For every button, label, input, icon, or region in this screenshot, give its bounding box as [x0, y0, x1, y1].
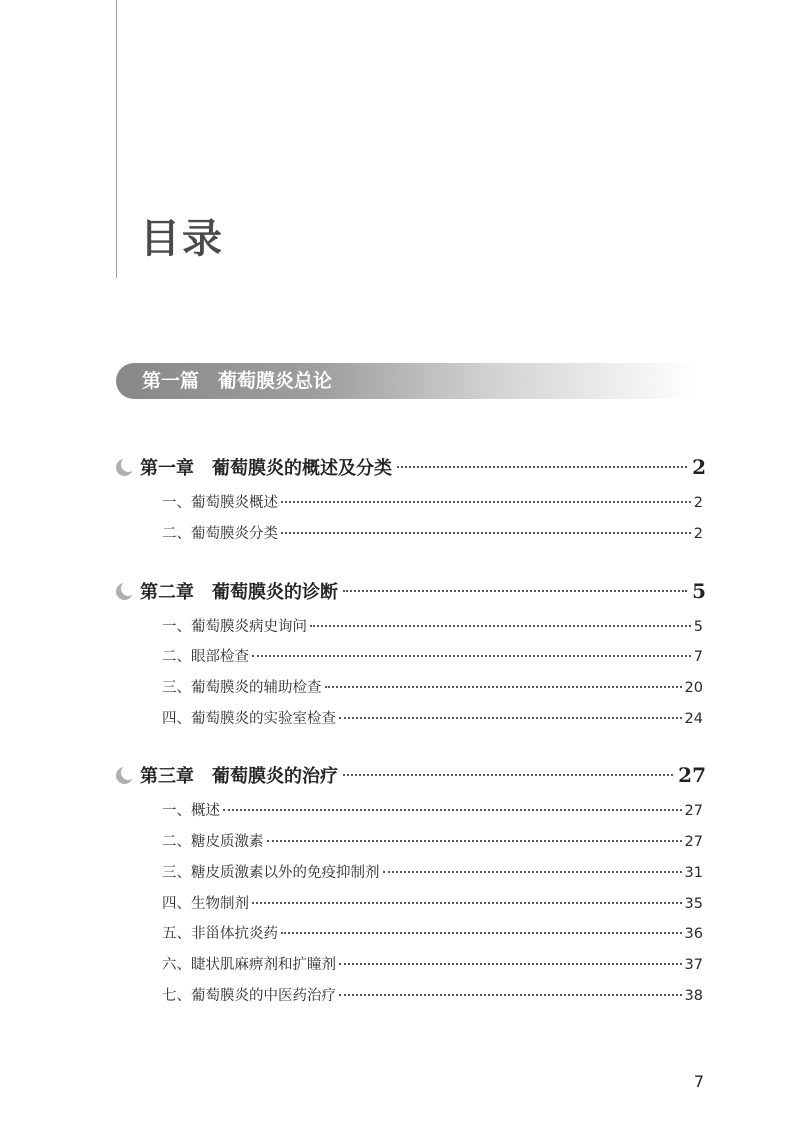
section-entry[interactable] — [162, 954, 703, 976]
dot-leader — [339, 963, 682, 965]
section-page-number: 20 — [684, 680, 703, 696]
section-page-number: 2 — [693, 495, 703, 511]
dot-leader — [267, 840, 682, 842]
section-entry[interactable] — [162, 616, 703, 638]
section-entry[interactable] — [162, 800, 703, 822]
section-page-number: 38 — [684, 988, 703, 1004]
chapter-page-number: 2 — [692, 455, 706, 479]
section-page-number: 24 — [684, 711, 703, 727]
dot-leader — [343, 590, 687, 592]
dot-leader — [281, 932, 682, 934]
dot-leader — [397, 466, 687, 468]
crescent-icon — [116, 767, 133, 784]
section-title: 一、葡萄膜炎病史询问 — [162, 619, 307, 635]
part-title: 第一篇 葡萄膜炎总论 — [142, 370, 333, 392]
section-page-number: 27 — [684, 834, 703, 850]
section-entry[interactable] — [162, 862, 703, 884]
section-entry[interactable] — [162, 985, 703, 1007]
chapter-title: 第一章 葡萄膜炎的概述及分类 — [140, 458, 392, 479]
section-title: 二、眼部检查 — [162, 649, 249, 665]
section-title: 三、葡萄膜炎的辅助检查 — [162, 680, 322, 696]
chapter-title: 第二章 葡萄膜炎的诊断 — [140, 582, 338, 603]
page-title: 目录 — [140, 216, 224, 262]
dot-leader — [383, 871, 682, 873]
section-page-number: 7 — [693, 649, 703, 665]
folio-page-number: 7 — [693, 1072, 704, 1091]
part-banner — [116, 363, 696, 399]
section-title: 四、生物制剂 — [162, 896, 249, 912]
section-title: 二、葡萄膜炎分类 — [162, 526, 278, 542]
section-page-number: 27 — [684, 803, 703, 819]
crescent-icon — [116, 583, 133, 600]
section-entry[interactable] — [162, 831, 703, 853]
dot-leader — [281, 532, 691, 534]
crescent-icon — [116, 459, 133, 476]
section-entry[interactable] — [162, 646, 703, 668]
chapter-title: 第三章 葡萄膜炎的治疗 — [140, 766, 338, 787]
section-page-number: 36 — [684, 926, 703, 942]
section-entry[interactable] — [162, 708, 703, 730]
section-entry[interactable] — [162, 492, 703, 514]
dot-leader — [343, 774, 673, 776]
dot-leader — [339, 717, 682, 719]
section-title: 六、睫状肌麻痹剂和扩瞳剂 — [162, 957, 336, 973]
dot-leader — [223, 809, 682, 811]
dot-leader — [310, 625, 691, 627]
section-title: 七、葡萄膜炎的中医药治疗 — [162, 988, 336, 1004]
section-title: 二、糖皮质激素 — [162, 834, 264, 850]
section-title: 一、葡萄膜炎概述 — [162, 495, 278, 511]
dot-leader — [281, 501, 691, 503]
chapter-entry[interactable] — [114, 452, 706, 482]
dot-leader — [252, 655, 691, 657]
section-entry[interactable] — [162, 677, 703, 699]
chapter-entry[interactable] — [114, 760, 706, 790]
section-title: 三、糖皮质激素以外的免疫抑制剂 — [162, 865, 380, 881]
chapter-entry[interactable] — [114, 576, 706, 606]
dot-leader — [325, 686, 682, 688]
section-page-number: 5 — [693, 619, 703, 635]
section-title: 一、概述 — [162, 803, 220, 819]
chapter-page-number: 5 — [692, 579, 706, 603]
section-page-number: 37 — [684, 957, 703, 973]
section-title: 五、非甾体抗炎药 — [162, 926, 278, 942]
section-page-number: 31 — [684, 865, 703, 881]
section-entry[interactable] — [162, 923, 703, 945]
section-title: 四、葡萄膜炎的实验室检查 — [162, 711, 336, 727]
chapter-page-number: 27 — [678, 763, 706, 787]
section-page-number: 2 — [693, 526, 703, 542]
dot-leader — [339, 994, 682, 996]
section-entry[interactable] — [162, 893, 703, 915]
margin-rule — [116, 0, 117, 278]
section-page-number: 35 — [684, 896, 703, 912]
dot-leader — [252, 902, 682, 904]
section-entry[interactable] — [162, 523, 703, 545]
